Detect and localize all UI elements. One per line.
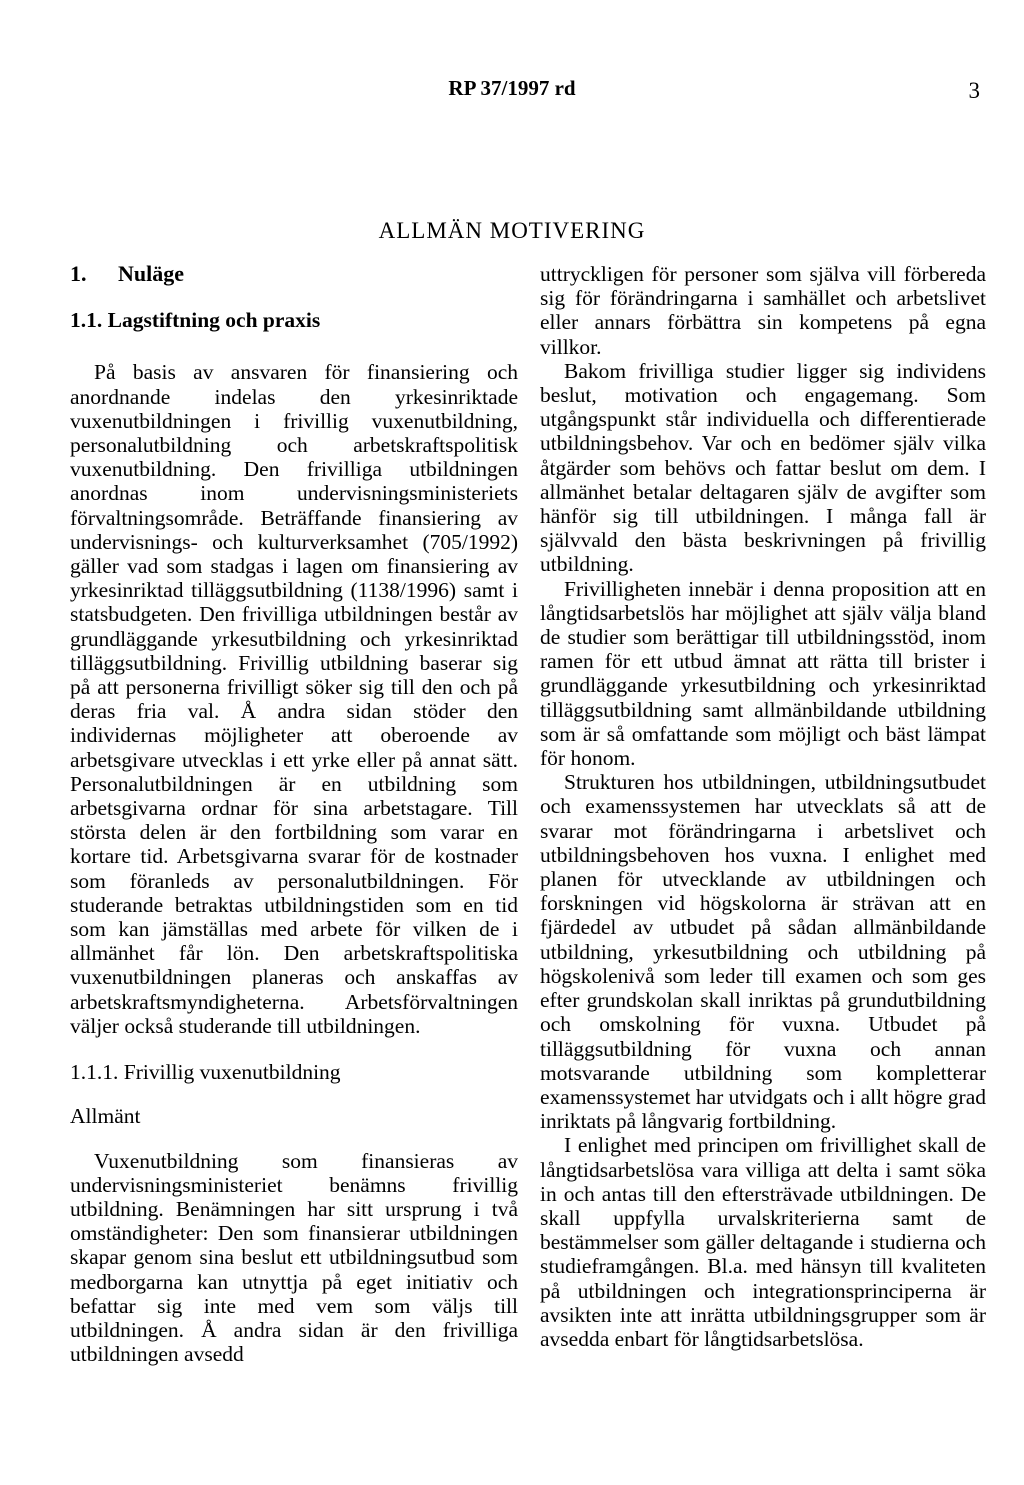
page-number: 3 — [968, 78, 980, 103]
body-paragraph: I enlighet med principen om frivillighet skall de långtidsarbetslösa vara villiga att delta i samt söka in och antas till den eftersträvade utbildningen. De skall uppfylla urvalskriterierna samt de bestämmelser som gäller deltagande i studierna och studieframgången. Bl.a. med hänsyn till kvaliteten på utbildningen och integrationsprinciperna är avsikten inte att inrätta utbildningsgrupper som är avsedda enbart för långtidsarbetslösa. — [540, 1133, 986, 1351]
right-column — [540, 262, 986, 1351]
section-number: 1. — [70, 261, 87, 286]
body-paragraph: Frivilligheten innebär i denna proposition att en långtidsarbetslös har möjlighet att själv välja bland de studier som berättigar till utbildningsstöd, inom ramen för ett utbud ämnat att rätta till brister i grundläggande yrkesutbildning och yrkesinriktad tilläggsutbildning samt allmänbildande utbildning som är så omfattande som möjligt och bäst lämpat för honom. — [540, 576, 986, 771]
body-paragraph: Strukturen hos utbildningen, utbildningsutbudet och examenssystemen har utvecklats så att de svarar mot förändringarna i arbetslivet och utbildningsbehoven hos vuxna. I enlighet med planen för utvecklande av utbildningen och forskningen vid högskolorna är strävan att en fjärdedel av utbudet på sådan allmänbildande utbildning, yrkesutbildning och utbildning på högskolenivå som leder till examen och som ges efter grundskolan skall inriktas på grundutbildning och omskolning för vuxna. Utbudet på tilläggsutbildning för vuxna och annan motsvarande utbildning som kompletterar examenssystemet har utvidgats och i allt högre grad inriktats på långvarig fortbildning. — [540, 770, 986, 1134]
label-heading: Allmänt — [70, 1104, 141, 1129]
section-heading — [70, 262, 518, 286]
body-paragraph: Bakom frivilliga studier ligger sig individens beslut, motivation och engagemang. Som utgångspunkt står individuella och differentierade utbildningsbehov. Var och en bedömer själv vilka åtgärder som behövs och fattar beslut om dem. I allmänhet betalar deltagaren själv de avgifter som hänför sig till utbildningen. I många fall är självvald den bästa beskrivningen på frivillig utbildning. — [540, 358, 986, 577]
section-title: Nuläge — [118, 261, 184, 286]
subsubsection-heading: 1.1.1. Frivillig vuxenutbildning — [70, 1060, 341, 1085]
main-heading: ALLMÄN MOTIVERING — [378, 218, 646, 243]
body-paragraph: Vuxenutbildning som finansieras av undervisningsministeriet benämns frivillig utbildning. Benämningen har sitt ursprung i två omständigheter: Den som finansierar utbildningen skapar genom sina beslut ett utbildningsutbud som medborgarna kan utnyttja på eget initiativ och befattar sig inte med vem som väljs till utbildningen. Å andra sidan är den frivilliga utbildningen avsedd — [70, 1148, 518, 1367]
left-column — [70, 262, 518, 1366]
document-id: RP 37/1997 rd — [448, 76, 576, 100]
body-paragraph: uttryckligen för personer som själva vill förbereda sig för förändringarna i samhället och arbetslivet eller annars förbättra sin kompetens på egna villkor. — [540, 262, 986, 359]
subsection-heading: 1.1. Lagstiftning och praxis — [70, 308, 321, 333]
running-header — [0, 76, 1024, 106]
body-paragraph: På basis av ansvaren för finansiering och anordnande indelas den yrkesinriktade vuxenutbildningen i frivillig vuxenutbildning, personalutbildning och arbetskraftspolitisk vuxenutbildning. Den frivilliga utbildningen anordnas inom undervisningsministeriets förvaltningsområde. Beträffande finansiering av undervisnings- och kulturverksamhet (705/1992) gäller vad som stadgas i lagen om finansiering av yrkesinriktad tilläggsutbildning (1138/1996) samt i statsbudgeten. Den frivilliga utbildningen består av grundläggande yrkesutbildning och yrkesinriktad tilläggsutbildning. Frivillig utbildning baserar sig på att personerna frivilligt söker sig till den och på deras fria val. Å andra sidan stöder den individernas möjligheter att oberoende av arbetsgivare utvecklas i ett yrke eller på annat sätt. Personalutbildningen är en utbildning som arbetsgivarna ordnar för sina arbetstagare. Till största delen är den fortbildning som varar en kortare tid. Arbetsgivarna svarar för de kostnader som föranleds av personalutbildningen. För studerande betraktas utbildningstiden som en tid som kan jämställas med arbete för vilken de i allmänhet får lön. Den arbetskraftspolitiska vuxenutbildningen planeras och anskaffas av arbetskraftsmyndigheterna. Arbetsförvaltningen väljer också studerande till utbildningen. — [70, 360, 518, 1038]
